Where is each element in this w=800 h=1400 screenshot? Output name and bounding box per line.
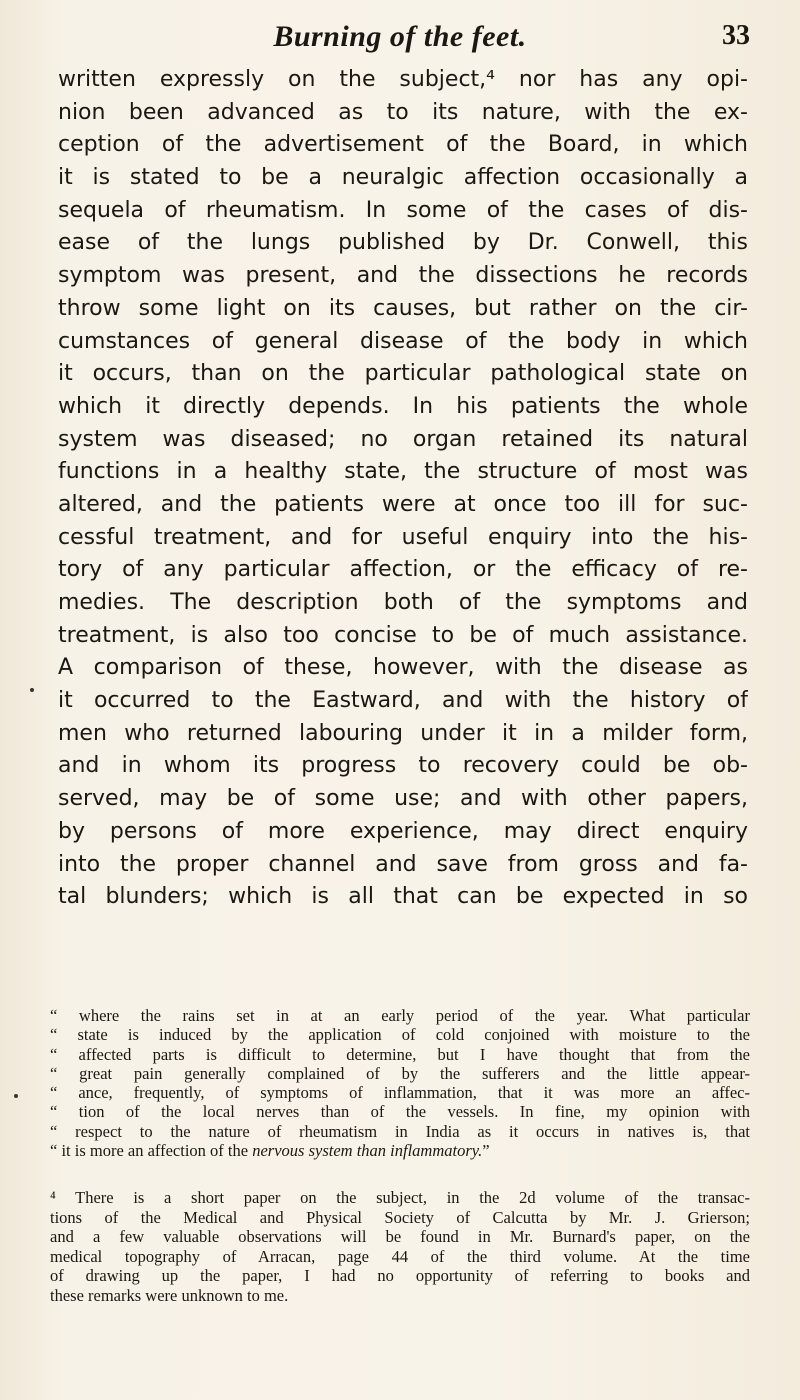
footnote-line: of drawing up the paper, I had no opportunity of referring to books and (50, 1266, 750, 1285)
quote-line-start: “ it is more an affection of the (50, 1141, 253, 1161)
body-line: treatment, is also too concise to be of much assistance. (58, 622, 748, 648)
body-line: and in whom its progress to recovery could be ob- (58, 753, 748, 779)
quote-line: “ tion of the local nerves than of the vessels. In fine, my opinion with (50, 1102, 750, 1122)
body-line: ease of the lungs published by Dr. Conwell, this (58, 230, 748, 256)
running-title: Burning of the feet. (273, 20, 527, 53)
margin-speck (14, 1094, 18, 1098)
body-line: served, may be of some use; and with other papers, (58, 786, 748, 812)
body-line: ception of the advertisement of the Board, in which (58, 132, 748, 158)
quote-line: “ state is induced by the application of cold conjoined with moisture to the (50, 1025, 750, 1045)
body-line: written expressly on the subject,⁴ nor has any opi- (58, 67, 748, 92)
body-line: tory of any particular affection, or the efficacy of re- (58, 557, 748, 583)
margin-speck (30, 688, 34, 692)
body-line: tal blunders; which is all that can be expected in so (58, 884, 748, 910)
footnote-line: these remarks were unknown to me. (50, 1285, 289, 1305)
quote-closing-mark: ” (482, 1141, 490, 1161)
footnote (50, 1188, 750, 1305)
body-line: throw some light on its causes, but rather on the cir- (58, 295, 748, 321)
body-line: system was diseased; no organ retained its natural (58, 426, 748, 452)
quote-line: “ great pain generally complained of by the sufferers and the little appear- (50, 1063, 750, 1083)
footnote-line: ⁴ There is a short paper on the subject, in the 2d volume of the transac- (50, 1188, 750, 1207)
body-line: sequela of rheumatism. In some of the cases of dis- (58, 197, 748, 223)
body-line: cumstances of general disease of the body in which (58, 328, 748, 354)
quote-italic-phrase: nervous system than inflammatory. (252, 1141, 483, 1161)
quote-line: “ affected parts is difficult to determine, but I have thought that from the (50, 1044, 750, 1064)
page-number: 33 (722, 20, 750, 51)
body-line: cessful treatment, and for useful enquiry into the his- (58, 524, 748, 550)
quote-line: “ respect to the nature of rheumatism in India as it occurs in natives is, that (50, 1121, 750, 1141)
quoted-passage (50, 1006, 750, 1160)
body-line: A comparison of these, however, with the disease as (58, 655, 748, 681)
quote-line: “ ance, frequently, of symptoms of inflammation, that it was more an affec- (50, 1083, 750, 1103)
body-line: it is stated to be a neuralgic affection occasionally a (58, 165, 748, 191)
body-line: it occurred to the Eastward, and with the history of (58, 688, 748, 714)
footnote-line: tions of the Medical and Physical Society of Calcutta by Mr. J. Grierson; (50, 1207, 750, 1227)
footnote-line: and a few valuable observations will be found in Mr. Burnard's paper, on the (50, 1227, 750, 1246)
body-line: symptom was present, and the dissections he records (58, 263, 748, 289)
body-line: which it directly depends. In his patients the whole (58, 393, 748, 419)
body-line: medies. The description both of the symptoms and (58, 590, 748, 615)
quote-line: “ where the rains set in at an early period of the year. What particular (50, 1006, 750, 1025)
body-text (58, 64, 748, 914)
running-head (0, 14, 800, 54)
footnote-line: medical topography of Arracan, page 44 of the third volume. At the time (50, 1246, 750, 1266)
body-line: it occurs, than on the particular pathological state on (58, 361, 748, 387)
body-line: into the proper channel and save from gross and fa- (58, 851, 748, 877)
quote-line-final (50, 1141, 750, 1160)
body-line: by persons of more experience, may direct enquiry (58, 818, 748, 844)
body-line: functions in a healthy state, the structure of most was (58, 459, 748, 485)
body-line: men who returned labouring under it in a milder form, (58, 720, 748, 746)
body-line: altered, and the patients were at once too ill for suc- (58, 491, 748, 517)
body-line: nion been advanced as to its nature, with the ex- (58, 99, 748, 125)
